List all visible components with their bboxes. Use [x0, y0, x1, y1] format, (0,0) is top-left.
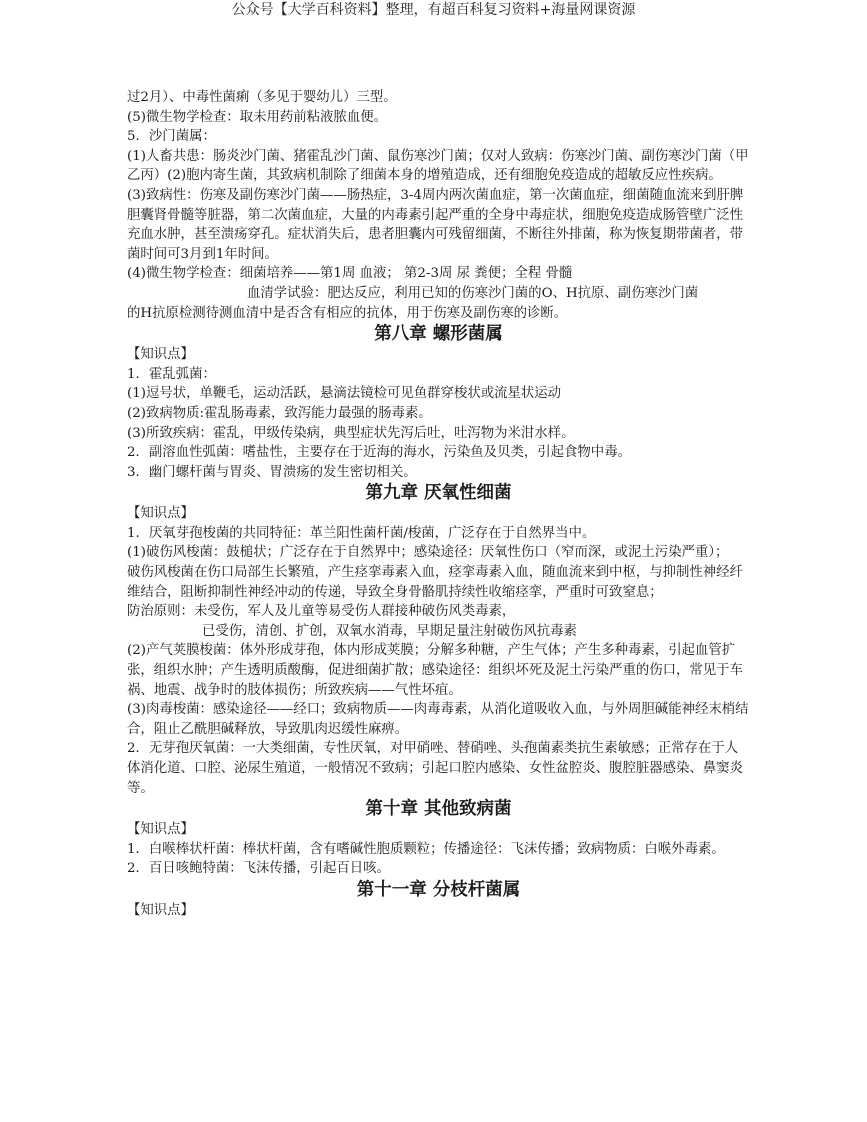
paragraph: (2)产气荚膜梭菌：体外形成芽孢，体内形成荚膜；分解多种糖，产生气体；产生多种毒素，引起血管扩张，组织水肿；产生透明质酸酶，促进细菌扩散；感染途径：组织坏死及泥土污染严重的伤口，常见于车祸、地震、战争时的肢体损伤；所致疾病——气性坏疽。 [127, 643, 743, 698]
chapter-heading: 第十章 其他致病菌 [365, 799, 512, 820]
paragraph: (3)肉毒梭菌：感染途径——经口；致病物质——肉毒毒素，从消化道吸收入血，与外周胆碱能神经末梢结合，阻止乙酰胆碱释放，导致肌肉迟缓性麻痹。 [127, 702, 749, 737]
section-tag: 【知识点】 [127, 347, 194, 363]
paragraph: 过2月）、中毒性菌痢（多见于婴幼儿）三型。 [127, 90, 397, 105]
paragraph: 1．白喉棒状杆菌：棒状杆菌，含有嗜碱性胞质颗粒；传播途径：飞沫传播；致病物质：白喉外毒素。 [127, 841, 725, 857]
paragraph: (5)微生物学检查：取未用药前粘液脓血便。 [127, 109, 387, 125]
page-header: 公众号【大学百科资料】整理，有超百科复习资料+海量网课资源 [231, 2, 636, 18]
paragraph: 的H抗原检测待测血清中是否含有相应的抗体，用于伤寒及副伤寒的诊断。 [127, 305, 568, 321]
paragraph: (3)致病性：伤寒及副伤寒沙门菌——肠热症，3-4周内两次菌血症，第一次菌血症，细菌随血流来到肝脾胆囊肾骨髓等脏器，第二次菌血症，大量的内毒素引起严重的全身中毒症状，细胞免疫造成肠管壁广泛性充血水肿，甚至溃疡穿孔。症状消失后，患者胆囊内可残留细菌，不断往外排菌，称为恢复期带菌者，带菌时间可3月到1年时间。 [127, 187, 744, 262]
paragraph: 2．副溶血性弧菌：嗜盐性，主要存在于近海的海水，污染鱼及贝类，引起食物中毒。 [127, 445, 631, 461]
section-tag: 【知识点】 [127, 902, 194, 918]
paragraph: 破伤风梭菌在伤口局部生长繁殖，产生痉挛毒素入血，痉挛毒素入血，随血流来到中枢，与抑制性神经纤维结合，阻断抑制性神经冲动的传递，导致全身骨骼肌持续性收缩痉挛，严重时可致窒息； [127, 565, 743, 600]
paragraph: 3．幽门螺杆菌与胃炎、胃溃疡的发生密切相关。 [127, 464, 417, 480]
paragraph: (1)破伤风梭菌：鼓槌状；广泛存在于自然界中；感染途径：厌氧性伤口（窄而深，或泥土污染严重）； [127, 545, 729, 561]
chapter-heading: 第八章 螺形菌属 [374, 324, 503, 345]
paragraph: 已受伤，清创、扩创，双氧水消毒，早期足量注射破伤风抗毒素 [202, 623, 577, 639]
paragraph: 1．霍乱弧菌： [127, 366, 216, 382]
paragraph: 防治原则：未受伤，军人及儿童等易受伤人群接种破伤风类毒素， [127, 604, 516, 620]
paragraph: 1．厌氧芽孢梭菌的共同特征：革兰阳性菌杆菌/梭菌，广泛存在于自然界当中。 [127, 525, 596, 541]
paragraph: 2．无芽孢厌氧菌：一大类细菌，专性厌氧，对甲硝唑、替硝唑、头孢菌素类抗生素敏感；正常存在于人体消化道、口腔、泌尿生殖道，一般情况不致病；引起口腔内感染、女性盆腔炎、腹腔脏器感染、鼻窦炎等。 [127, 741, 743, 796]
section-tag: 【知识点】 [127, 506, 194, 522]
paragraph: 5．沙门菌属： [127, 129, 216, 145]
paragraph: (1)人畜共患：肠炎沙门菌、猪霍乱沙门菌、鼠伤寒沙门菌；仅对人致病：伤寒沙门菌、副伤寒沙门菌（甲乙丙）(2)胞内寄生菌，其致病机制除了细菌本身的增殖造成，还有细胞免疫造成的超敏反应性疾病。 [127, 148, 749, 184]
paragraph: (3)所致疾病：霍乱，甲级传染病，典型症状先泻后吐，吐泻物为米泔水样。 [127, 425, 575, 441]
section-tag: 【知识点】 [127, 822, 194, 838]
paragraph: 血清学试验：肥达反应，利用已知的伤寒沙门菌的O、H抗原、副伤寒沙门菌 [247, 285, 699, 301]
chapter-heading: 第十一章 分枝杆菌属 [356, 879, 521, 900]
chapter-heading: 第九章 厌氧性细菌 [365, 483, 512, 504]
paragraph: 2．百日咳鲍特菌：飞沫传播，引起百日咳。 [127, 861, 390, 877]
paragraph: (4)微生物学检查：细菌培养——第1周 血液； 第2-3周 尿 粪便；全程 骨髓 [127, 266, 573, 282]
paragraph: (1)逗号状，单鞭毛，运动活跃，悬滴法镜检可见鱼群穿梭状或流星状运动 [127, 386, 562, 402]
paragraph: (2)致病物质:霍乱肠毒素，致泻能力最强的肠毒素。 [127, 405, 432, 421]
document-body [127, 88, 750, 921]
